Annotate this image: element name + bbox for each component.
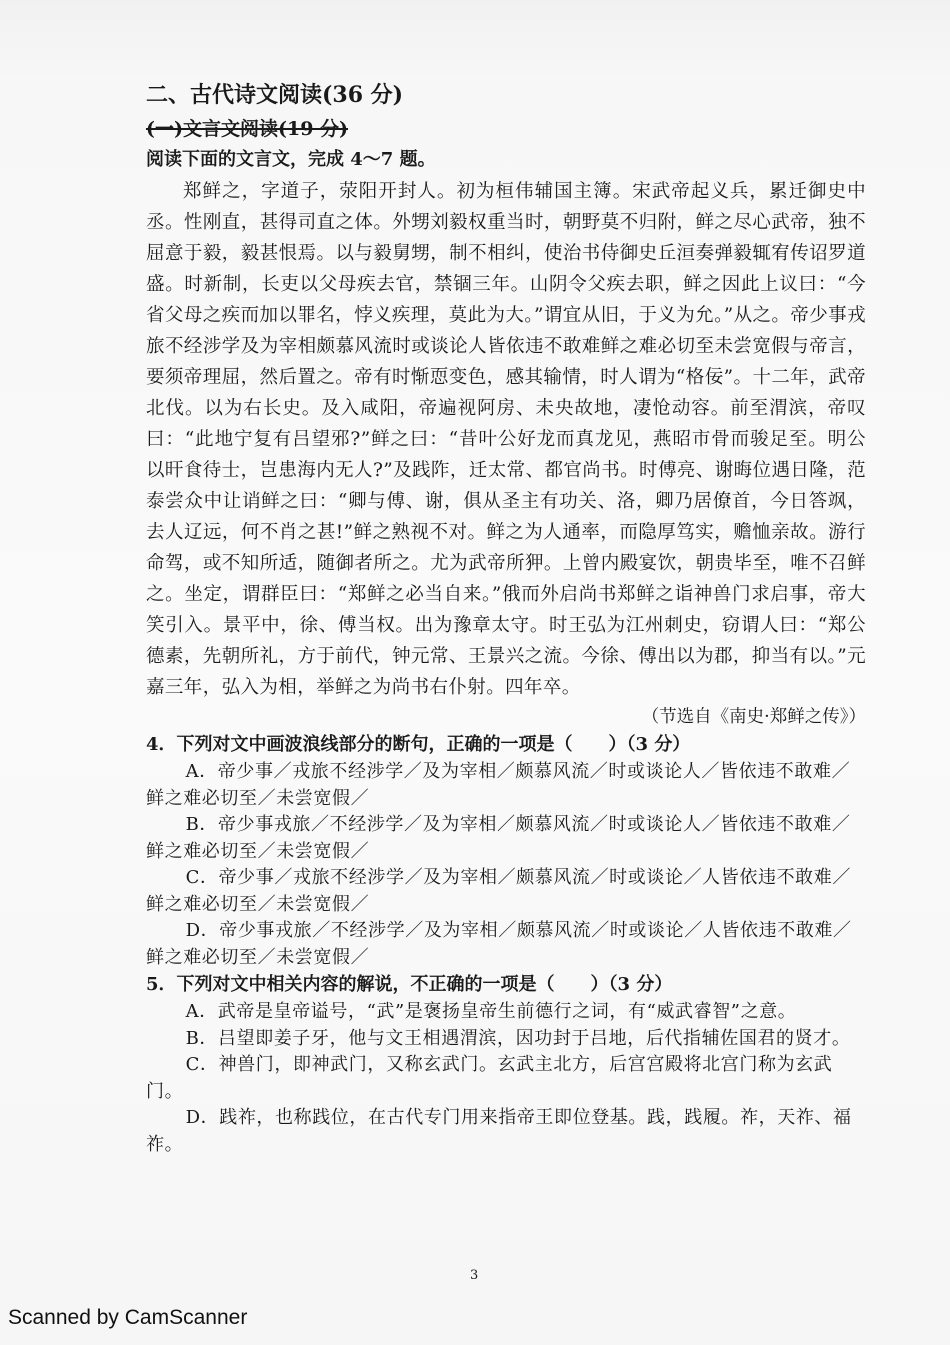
option-b: B．吕望即姜子牙，他与文王相遇渭滨，因功封于吕地，后代指辅佐国君的贤才。 (185, 1027, 851, 1049)
classical-passage: 郑鲜之，字道子，荥阳开封人。初为桓伟辅国主簿。宋武帝起义兵，累迁御史中丞。性刚直，甚得司直之体。外甥刘毅权重当时，朝野莫不归附，鲜之尽心武帝，独不屈意于毅，毅甚恨焉。以与毅舅甥，制不相纠，使治书侍御史丘洹奏弹毅辄宥传诏罗道盛。时新制，长吏以父母疾去官，禁锢三年。山阴令父疾去职，鲜之因此上议曰：“今省父母之疾而加以罪名，悖义疾理，莫此为大。”谓宜从旧，于义为允。”从之。帝少事戎旅不经涉学及为宰相颇慕风流时或谈论人皆依违不敢难鲜之难必切至未尝宽假与帝言，要须帝理屈，然后置之。帝有时惭恧变色，感其输情，时人谓为“格佞”。十二年，武帝北伐。以为右长史。及入咸阳，帝遍视阿房、未央故地，凄怆动容。前至渭滨，帝叹曰：“此地宁复有吕望邪?”鲜之曰：“昔叶公好龙而真龙见，燕昭市骨而骏足至。明公以旰食待士，岂患海内无人?”及践阼，迁太常、都官尚书。时傅亮、谢晦位遇日隆，范泰尝众中让诮鲜之曰：“卿与傅、谢，俱从圣主有功关、洛，卿乃居僚首，今日答飒，去人辽远，何不肖之甚!”鲜之熟视不对。鲜之为人通率，而隐厚笃实，赡恤亲故。游行命驾，或不知所适，随御者所之。尤为武帝所狎。上曾内殿宴饮，朝贵毕至，唯不召鲜之。坐定，谓群臣曰：“郑鲜之必当自来。”俄而外启尚书郑鲜之诣神兽门求启事，帝大笑引入。景平中，徐、傅当权。出为豫章太守。时王弘为江州刺史，窃谓人曰：“郑公德素，先朝所礼，方于前代，钟元常、王景兴之流。今徐、傅出以为郡，抑当有以。”元嘉三年，弘入为相，举鲜之为尚书右仆射。四年卒。 (146, 181, 866, 698)
question-stem: 4．下列对文中画波浪线部分的断句，正确的一项是（ ）（3 分） (146, 734, 691, 755)
question-5 (146, 971, 866, 1158)
option-d: D．帝少事戎旅／不经涉学／及为宰相／颇慕风流／时或谈论／人皆依违不敢难／鲜之难必切至／未尝宽假／ (146, 920, 852, 968)
section-title: 二、古代诗文阅读(36 分) (146, 82, 404, 108)
question-stem: 5．下列对文中相关内容的解说，不正确的一项是（ ）（3 分） (146, 974, 673, 995)
option-d: D．践祚，也称践位，在古代专门用来指帝王即位登基。践，践履。祚，天祚、福祚。 (146, 1107, 852, 1155)
page-number: 3 (470, 1268, 479, 1283)
page-content (146, 78, 866, 1158)
subsection-title: (一)文言文阅读(19 分) (146, 118, 349, 140)
passage-source: （节选自《南史·郑鲜之传》） (641, 707, 866, 727)
option-b: B．帝少事戎旅／不经涉学／及为宰相／颇慕风流／时或谈论人／皆依违不敢难／鲜之难必切至／未尝宽假／ (146, 814, 851, 862)
scanner-watermark: Scanned by CamScanner (8, 1306, 248, 1329)
option-a: A．帝少事／戎旅不经涉学／及为宰相／颇慕风流／时或谈论人／皆依违不敢难／鲜之难必切至／未尝宽假／ (146, 761, 851, 809)
option-c: C．神兽门，即神武门，又称玄武门。玄武主北方，后宫宫殿将北宫门称为玄武门。 (146, 1054, 833, 1102)
question-4 (146, 731, 866, 971)
instruction: 阅读下面的文言文，完成 4～7 题。 (146, 149, 436, 170)
option-c: C．帝少事／戎旅不经涉学／及为宰相／颇慕风流／时或谈论／人皆依违不敢难／鲜之难必切至／未尝宽假／ (146, 867, 851, 915)
option-a: A．武帝是皇帝谥号，“武”是褒扬皇帝生前德行之词，有“威武睿智”之意。 (185, 1001, 797, 1022)
